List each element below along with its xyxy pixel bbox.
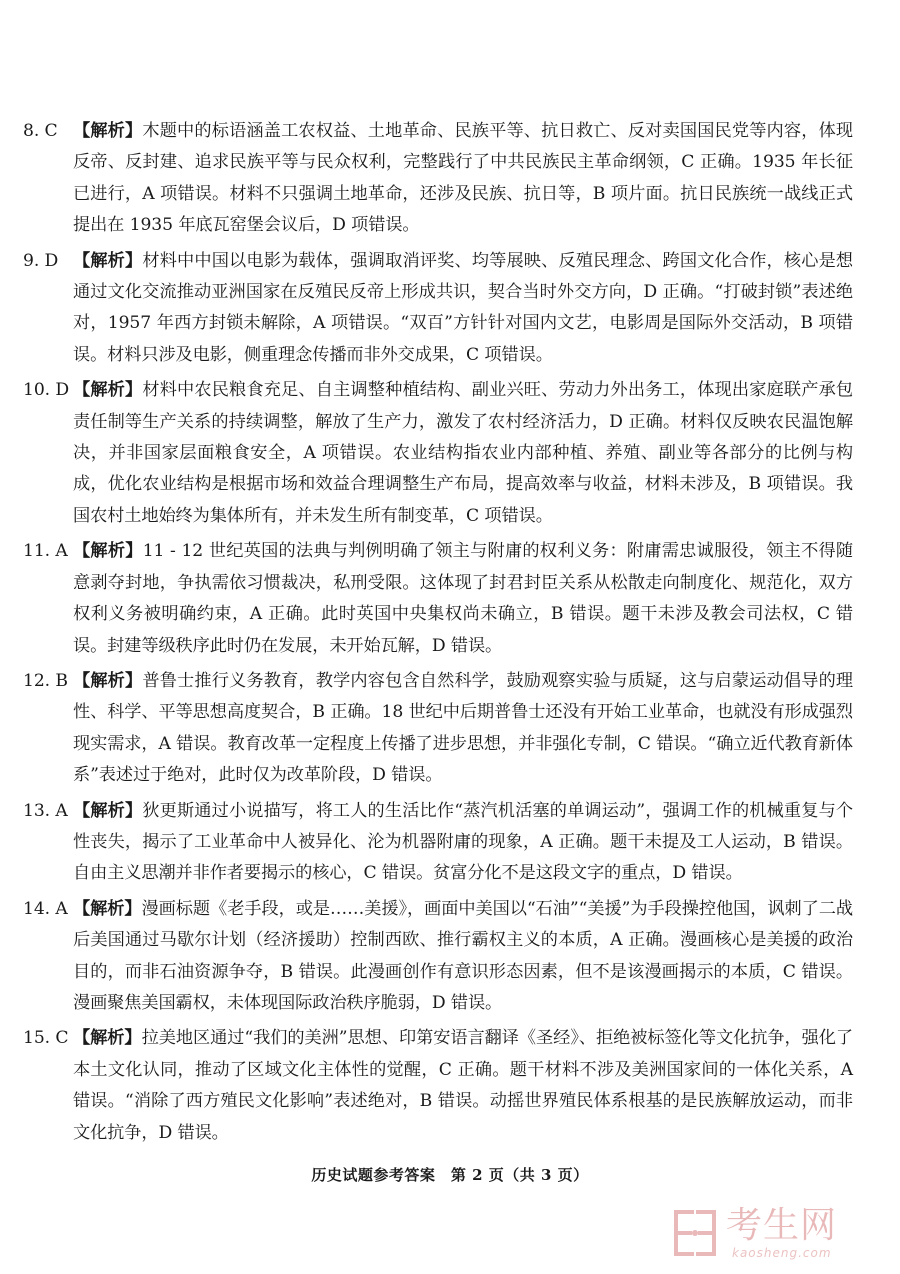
answer-list bbox=[23, 116, 853, 1153]
watermark-url: kaosheng.com bbox=[732, 1246, 832, 1260]
answer-explanation: 11 - 12 世纪英国的法典与判例明确了领主与附庸的权利义务：附庸需忠诚服役，领主不得随意剥夺封地，争执需依习惯裁决，私刑受限。这体现了封君封臣关系从松散走向制度化、规范化，双方权利义务被明确约束，A 正确。此时英国中央集权尚未确立，B 错误。题干未涉及教会司法权，C 错误。封建等级秩序此时仍在发展，未开始瓦解，D 错误。 bbox=[73, 541, 853, 656]
watermark-brand: 考生网 bbox=[726, 1205, 838, 1246]
answer-item-14 bbox=[23, 894, 853, 1020]
answer-number: 13. A bbox=[23, 800, 68, 821]
analysis-tag: 【解析】 bbox=[73, 121, 143, 141]
answer-explanation: 材料中农民粮食充足、自主调整种植结构、副业兴旺、劳动力外出务工，体现出家庭联产承包责任制等生产关系的持续调整，解放了生产力，激发了农村经济活力，D 正确。材料仅反映农民温饱解决，并非国家层面粮食安全，A 项错误。农业结构指农业内部种植、养殖、副业等各部分的比例与构成，优化农业结构是根据市场和效益合理调整生产布局，提高效率与收益，材料未涉及，B 项错误。我国农村土地始终为集体所有，并未发生所有制变革，C 项错误。 bbox=[73, 380, 853, 526]
answer-item-15 bbox=[23, 1023, 853, 1149]
answer-number: 15. C bbox=[23, 1028, 69, 1049]
answer-explanation: 木题中的标语涵盖工农权益、土地革命、民族平等、抗日救亡、反对卖国国民党等内容，体现反帝、反封建、追求民族平等与民众权利，完整践行了中共民族民主革命纲领，C 正确。1935 年长征已进行，A 项错误。材料不只强调土地革命，还涉及民族、抗日等，B 项片面。抗日民族统一战线正式提出在 1935 年底瓦窑堡会议后，D 项错误。 bbox=[73, 121, 853, 236]
watermark bbox=[672, 1206, 882, 1262]
answer-explanation: 拉美地区通过“我们的美洲”思想、印第安语言翻译《圣经》、拒绝被标签化等文化抗争，强化了本土文化认同，推动了区域文化主体性的觉醒，C 正确。题干材料不涉及美洲国家间的一体化关系，A 错误。“消除了西方殖民文化影响”表述绝对，B 错误。动摇世界殖民体系根基的是民族解放运动，而非文化抗争，D 错误。 bbox=[73, 1028, 853, 1143]
answer-item-9 bbox=[23, 246, 853, 372]
answer-item-11 bbox=[23, 536, 853, 662]
analysis-tag: 【解析】 bbox=[73, 670, 143, 691]
answer-number: 14. A bbox=[23, 898, 68, 919]
answer-explanation: 漫画标题《老手段，或是……美援》，画面中美国以“石油”“美援”为手段操控他国，讽刺了二战后美国通过马歇尔计划（经济援助）控制西欧、推行霸权主义的本质，A 正确。漫画核心是美援的政治目的，而非石油资源争夺，B 错误。此漫画创作有意识形态因素，但不是该漫画揭示的本质，C 错误。漫画聚焦美国霸权，未体现国际政治秩序脆弱，D 错误。 bbox=[73, 898, 853, 1013]
answer-number: 8. C bbox=[23, 121, 58, 141]
answer-item-12 bbox=[23, 666, 853, 792]
answer-number: 12. B bbox=[23, 670, 68, 691]
answer-explanation: 普鲁士推行义务教育，教学内容包含自然科学，鼓励观察实验与质疑，这与启蒙运动倡导的理性、科学、平等思想高度契合，B 正确。18 世纪中后期普鲁士还没有开始工业革命，也就没有形成强烈现实需求，A 错误。教育改革一定程度上传播了进步思想，并非强化专制，C 错误。“确立近代教育新体系”表述过于绝对，此时仅为改革阶段，D 错误。 bbox=[73, 670, 853, 786]
answer-explanation: 狄更斯通过小说描写，将工人的生活比作“蒸汽机活塞的单调运动”，强调工作的机械重复与个性丧失，揭示了工业革命中人被异化、沦为机器附庸的现象，A 正确。题干未提及工人运动，B 错误。自由主义思潮并非作者要揭示的核心，C 错误。贫富分化不是这段文字的重点，D 错误。 bbox=[73, 800, 853, 884]
answer-number: 9. D bbox=[23, 250, 59, 271]
answer-item-13 bbox=[23, 796, 853, 890]
analysis-tag: 【解析】 bbox=[73, 380, 143, 401]
analysis-tag: 【解析】 bbox=[73, 250, 143, 271]
analysis-tag: 【解析】 bbox=[73, 898, 142, 919]
analysis-tag: 【解析】 bbox=[73, 800, 143, 821]
answer-number: 11. A bbox=[23, 541, 68, 562]
answer-item-8 bbox=[23, 116, 853, 242]
answer-explanation: 材料中中国以电影为载体，强调取消评奖、均等展映、反殖民理念、跨国文化合作，核心是想通过文化交流推动亚洲国家在反殖民反帝上形成共识，契合当时外交方向，D 正确。“打破封锁”表述绝对，1957 年西方封锁未解除，A 项错误。“双百”方针针对国内文艺，电影周是国际外交活动，B 项错误。材料只涉及电影，侧重理念传播而非外交成果，C 项错误。 bbox=[73, 250, 853, 365]
analysis-tag: 【解析】 bbox=[73, 1028, 142, 1049]
answer-number: 10. D bbox=[23, 380, 70, 401]
analysis-tag: 【解析】 bbox=[73, 541, 143, 562]
watermark-logo-icon bbox=[672, 1208, 718, 1258]
answer-item-10 bbox=[23, 375, 853, 532]
page-footer: 历史试题参考答案 第 2 页（共 3 页） bbox=[311, 1166, 589, 1184]
